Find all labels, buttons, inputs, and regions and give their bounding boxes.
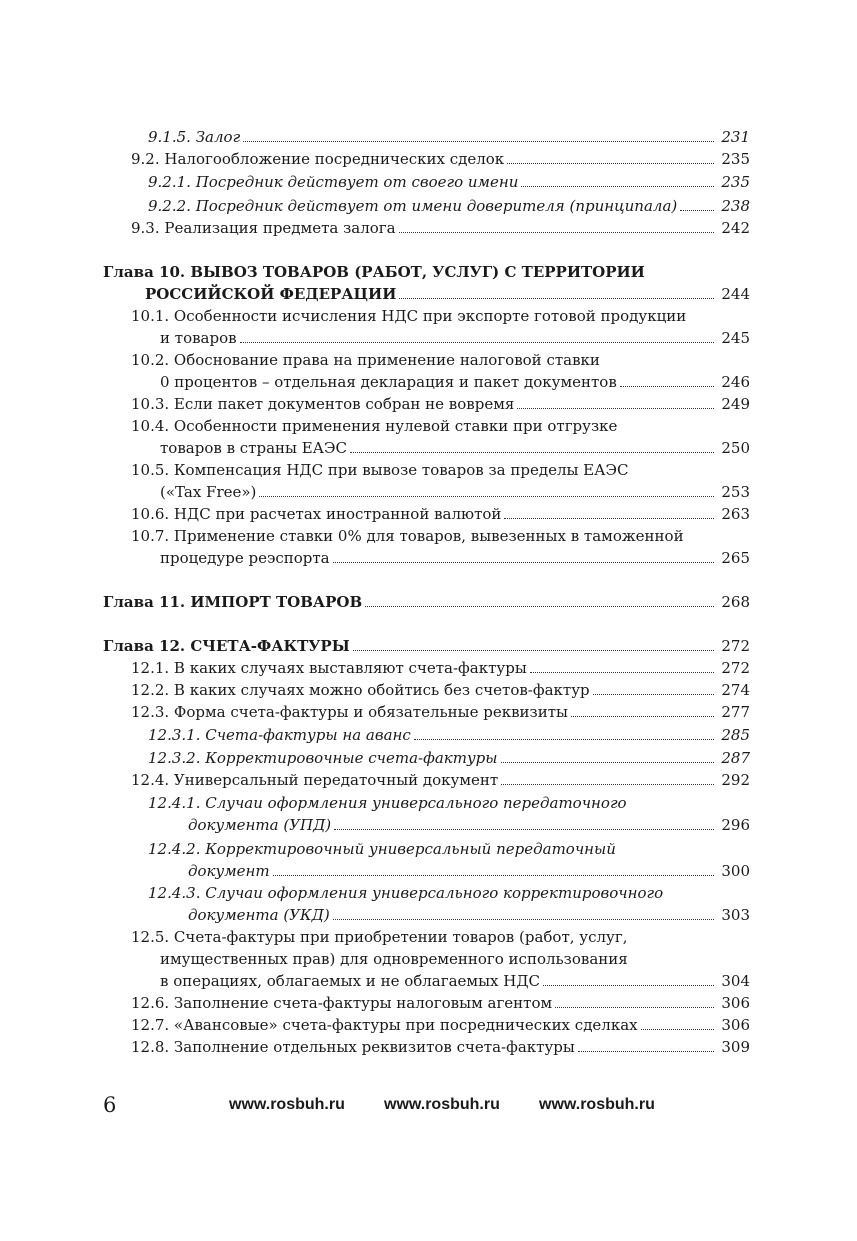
toc-entry (160, 327, 750, 349)
dot-leader (399, 217, 714, 233)
toc-entry (160, 481, 750, 503)
dot-leader (399, 283, 714, 299)
toc-entry (131, 393, 750, 415)
toc-page-number: 277 (721, 703, 750, 721)
toc-entry-title: документ (188, 862, 270, 880)
toc-page-number: 303 (721, 906, 750, 924)
toc-entry-line1: 10.1. Особенности исчисления НДС при экспорте готовой продукции (131, 307, 687, 325)
dot-leader (501, 769, 714, 785)
toc-entry (160, 437, 750, 459)
toc-page-number: 287 (721, 749, 750, 767)
toc-entry (148, 724, 750, 746)
toc-entry-title: 9.3. Реализация предмета залога (131, 219, 396, 237)
toc-entry-title: 9.1.5. Залог (148, 128, 241, 146)
toc-page-number: 253 (721, 483, 750, 501)
toc-entry-line1: 12.4.3. Случаи оформления универсального корректировочного (148, 884, 664, 902)
dot-leader (593, 679, 714, 695)
toc-entry-title: 12.3.1. Счета-фактуры на аванс (148, 726, 411, 744)
toc-entry (131, 701, 750, 723)
toc-page-number: 292 (721, 771, 750, 789)
dot-leader (620, 371, 714, 387)
dot-leader (259, 481, 714, 497)
toc-entry (160, 970, 750, 992)
toc-entry-line1: 10.2. Обоснование права на применение налоговой ставки (131, 351, 600, 369)
toc-entry (188, 904, 750, 926)
dot-leader (680, 195, 714, 211)
dot-leader (414, 724, 714, 740)
toc-entry (188, 814, 750, 836)
toc-page-number: 250 (721, 439, 750, 457)
toc-page-number: 263 (721, 505, 750, 523)
toc-entry (148, 747, 750, 769)
toc-entry (131, 992, 750, 1014)
toc-entry-title: Глава 11. ИМПОРТ ТОВАРОВ (103, 593, 363, 611)
toc-entry-line1: 12.5. Счета-фактуры при приобретении товаров (работ, услуг, (131, 928, 628, 946)
dot-leader (517, 393, 714, 409)
dot-leader (507, 148, 714, 164)
toc-entry-title: документа (УПД) (188, 816, 332, 834)
toc-entry-title: товаров в страны ЕАЭС (160, 439, 347, 457)
toc-entry (131, 217, 750, 239)
toc-entry-title: 10.6. НДС при расчетах иностранной валютой (131, 505, 502, 523)
toc-page-number: 274 (721, 681, 750, 699)
toc-entry-title: 12.3. Форма счета-фактуры и обязательные реквизиты (131, 703, 568, 721)
toc-page-number: 246 (721, 373, 750, 391)
toc-page-number: 306 (721, 994, 750, 1012)
dot-leader (521, 171, 714, 187)
toc-entry-title: 12.1. В каких случаях выставляют счета-фактуры (131, 659, 527, 677)
toc-entry (131, 1014, 750, 1036)
toc-page-number: 238 (721, 197, 750, 215)
dot-leader (641, 1014, 714, 1030)
chapter-10-title-line1: Глава 10. ВЫВОЗ ТОВАРОВ (РАБОТ, УСЛУГ) С ТЕРРИТОРИИ (103, 263, 645, 281)
toc-entry-title: («Tax Free») (160, 483, 257, 501)
toc-entry (148, 171, 750, 193)
toc-page-number: 265 (721, 549, 750, 567)
toc-entry-title: 12.6. Заполнение счета-фактуры налоговым агентом (131, 994, 553, 1012)
toc-page-number: 244 (721, 285, 750, 303)
toc-entry-title: в операциях, облагаемых и не облагаемых НДС (160, 972, 541, 990)
toc-page-number: 300 (721, 862, 750, 880)
toc-page-number: 268 (721, 593, 750, 611)
dot-leader (578, 1036, 714, 1052)
toc-entry (131, 148, 750, 170)
toc-entry (160, 547, 750, 569)
toc-entry (131, 1036, 750, 1058)
toc-entry-title: процедуре реэспорта (160, 549, 330, 567)
page-number: 6 (103, 1093, 117, 1117)
toc-entry (188, 860, 750, 882)
toc-page-number: 306 (721, 1016, 750, 1034)
toc-entry-line1: 10.4. Особенности применения нулевой ставки при отгрузке (131, 417, 618, 435)
toc-entry-title: документа (УКД) (188, 906, 330, 924)
toc-entry (131, 679, 750, 701)
toc-entry (148, 195, 750, 217)
dot-leader (334, 814, 714, 830)
toc-entry-title: 9.2.1. Посредник действует от своего имени (148, 173, 519, 191)
toc-page-number: 245 (721, 329, 750, 347)
toc-entry-title: 12.3.2. Корректировочные счета-фактуры (148, 749, 498, 767)
toc-page-number: 242 (721, 219, 750, 237)
toc-entry-title: 10.3. Если пакет документов собран не вовремя (131, 395, 515, 413)
dot-leader (543, 970, 714, 986)
toc-entry-title: 12.7. «Авансовые» счета-фактуры при посреднических сделках (131, 1016, 638, 1034)
toc-page-number: 304 (721, 972, 750, 990)
dot-leader (333, 904, 714, 920)
toc-page-number: 296 (721, 816, 750, 834)
toc-entry-title: 9.2. Налогообложение посреднических сделок (131, 150, 505, 168)
dot-leader (365, 591, 714, 607)
toc-entry-title: 12.8. Заполнение отдельных реквизитов счета-фактуры (131, 1038, 575, 1056)
dot-leader (273, 860, 714, 876)
toc-entry-title: 9.2.2. Посредник действует от имени доверителя (принципала) (148, 197, 678, 215)
dot-leader (333, 547, 714, 563)
toc-page-number: 285 (721, 726, 750, 744)
toc-entry-title: 0 процентов – отдельная декларация и пакет документов (160, 373, 617, 391)
toc-page-number: 235 (721, 173, 750, 191)
toc-entry-title: РОССИЙСКОЙ ФЕДЕРАЦИИ (145, 285, 397, 303)
toc-page-number: 309 (721, 1038, 750, 1056)
toc-entry (103, 635, 750, 657)
dot-leader (571, 701, 714, 717)
dot-leader (240, 327, 714, 343)
toc-page-number: 249 (721, 395, 750, 413)
toc-entry-line1: 10.7. Применение ставки 0% для товаров, вывезенных в таможенной (131, 527, 684, 545)
footer-link-1[interactable]: www.rosbuh.ru (229, 1096, 345, 1113)
toc-page-number: 272 (721, 659, 750, 677)
toc-page-number: 272 (721, 637, 750, 655)
toc-page-number: 235 (721, 150, 750, 168)
toc-page-number: 231 (721, 128, 750, 146)
footer-link-3[interactable]: www.rosbuh.ru (539, 1096, 655, 1113)
dot-leader (555, 992, 714, 1008)
dot-leader (504, 503, 714, 519)
toc-entry (131, 769, 750, 791)
toc-entry (160, 371, 750, 393)
toc-entry (145, 283, 750, 305)
toc-entry-line1: 12.4.1. Случаи оформления универсального передаточного (148, 794, 627, 812)
toc-entry-line2: имущественных прав) для одновременного использования (160, 950, 628, 968)
page-footer (103, 1093, 750, 1117)
toc-entry (131, 503, 750, 525)
toc-entry-title: Глава 12. СЧЕТА-ФАКТУРЫ (103, 637, 350, 655)
dot-leader (530, 657, 714, 673)
toc-entry-title: и товаров (160, 329, 237, 347)
toc-entry-title: 12.4. Универсальный передаточный документ (131, 771, 499, 789)
toc-entry-line1: 12.4.2. Корректировочный универсальный передаточный (148, 840, 616, 858)
toc-entry (103, 591, 750, 613)
footer-link-2[interactable]: www.rosbuh.ru (384, 1096, 500, 1113)
dot-leader (350, 437, 714, 453)
dot-leader (501, 747, 714, 763)
toc-entry-line1: 10.5. Компенсация НДС при вывозе товаров за пределы ЕАЭС (131, 461, 629, 479)
toc-entry (148, 126, 750, 148)
dot-leader (353, 635, 714, 651)
dot-leader (243, 126, 714, 142)
toc-entry-title: 12.2. В каких случаях можно обойтись без счетов-фактур (131, 681, 590, 699)
toc-entry (131, 657, 750, 679)
